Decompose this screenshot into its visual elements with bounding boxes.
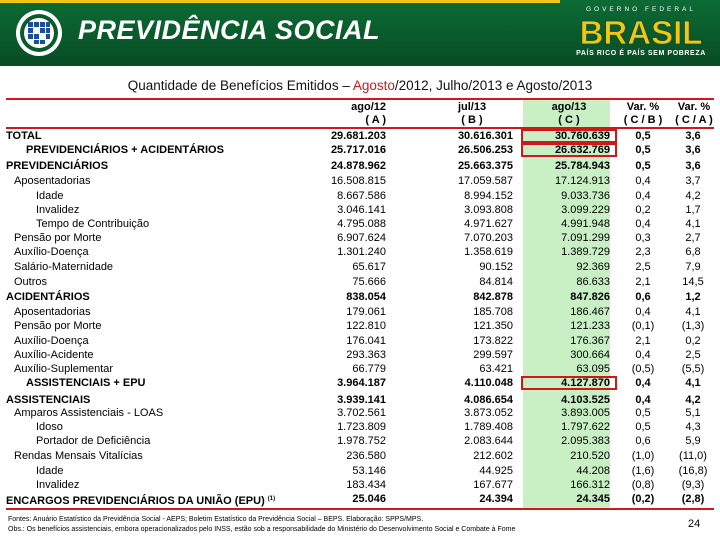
slide-title — [0, 78, 720, 93]
gov-top-text: GOVERNO FEDERAL — [585, 6, 696, 13]
col-header-var-cb: Var. % ( C / B ) — [623, 101, 663, 126]
brasil-word: BRASIL — [579, 15, 703, 49]
footer-notes — [8, 515, 668, 535]
table-row: Amparos Assistenciais - LOAS 3.702.561 3.873.052 3.893.005 0,5 5,1 — [14, 407, 701, 419]
table-row: Aposentadorias 179.061 185.708 186.467 0,4 4,1 — [14, 306, 701, 318]
previdencia-logo-icon — [14, 8, 64, 58]
brand-title: PREVIDÊNCIA SOCIAL — [78, 15, 381, 45]
table-row: Idoso 1.723.809 1.789.408 1.797.622 0,5 4,3 — [36, 421, 701, 433]
title-part2: /2012, Julho/2013 e Agosto/2013 — [394, 78, 593, 93]
col-header-b: jul/13 ( B ) — [457, 101, 487, 126]
table-row: Idade 53.146 44.925 44.208 (1,6) (16,8) — [36, 465, 708, 477]
table-row: ASSISTENCIAIS 3.939.141 4.086.654 4.103.525 0,4 4,2 — [6, 394, 701, 406]
table-row: Portador de Deficiência 1.978.752 2.083.644 2.095.383 0,6 5,9 — [36, 435, 701, 447]
table-row: Salário-Maternidade 65.617 90.152 92.369 2,5 7,9 — [14, 261, 701, 273]
table-row: TOTAL 29.681.203 30.616.301 30.760.639 0,5 3,6 — [6, 130, 701, 142]
highlight-box-prev-acid — [521, 143, 617, 157]
title-highlight: Agosto — [352, 78, 395, 93]
table-row: Idade 8.667.586 8.994.152 9.033.736 0,4 4,2 — [36, 190, 701, 202]
gov-slogan: PAÍS RICO É PAÍS SEM POBREZA — [576, 50, 706, 57]
table-row: Auxílio-Doença 1.301.240 1.358.619 1.389.729 2,3 6,8 — [14, 246, 701, 258]
col-header-a: ago/12 ( A ) — [351, 101, 386, 126]
footer-sources: Fontes: Anuário Estatístico da Previdência Social - AEPS; Boletim Estatístico da Previdência Social – BEPS. Elaboração: SPPS/MPS. — [8, 516, 424, 523]
banner-stripe — [0, 0, 560, 3]
highlight-box-total — [521, 129, 617, 143]
table-row: Pensão por Morte 6.907.624 7.070.203 7.091.299 0,3 2,7 — [14, 232, 701, 244]
page-number: 24 — [688, 518, 701, 530]
table-row: Aposentadorias 16.508.815 17.059.587 17.124.913 0,4 3,7 — [14, 175, 701, 187]
table-row: Invalidez 3.046.141 3.093.808 3.099.229 0,2 1,7 — [36, 204, 701, 216]
col-header-c: ago/13 ( C ) — [551, 101, 587, 126]
title-part1: Quantidade de Benefícios Emitidos – — [127, 78, 353, 93]
table-row: Tempo de Contribuição 4.795.088 4.971.627 4.991.948 0,4 4,1 — [36, 218, 701, 230]
brasil-wordmark — [568, 15, 714, 49]
table-top-rule — [6, 98, 714, 100]
table-bottom-rule — [6, 508, 714, 510]
table-row: PREVIDENCIÁRIOS 24.878.962 25.663.375 25.784.943 0,5 3,6 — [6, 160, 701, 172]
table-row: PREVIDENCIÁRIOS + ACIDENTÁRIOS 25.717.016 26.506.253 26.632.769 0,5 3,6 — [26, 143, 701, 156]
table-row: Auxílio-Acidente 293.363 299.597 300.664 0,4 2,5 — [14, 349, 701, 361]
highlight-box-assist-epu — [521, 376, 617, 390]
table-row: ACIDENTÁRIOS 838.054 842.878 847.826 0,6 1,2 — [6, 291, 701, 303]
table-row: Invalidez 183.434 167.677 166.312 (0,8) (9,3) — [36, 479, 705, 491]
table-row: Outros 75.666 84.814 86.633 2,1 14,5 — [14, 276, 704, 288]
table-row: Pensão por Morte 122.810 121.350 121.233 (0,1) (1,3) — [14, 320, 705, 332]
table-row: Auxílio-Suplementar 66.779 63.421 63.095 (0,5) (5,5) — [14, 363, 705, 375]
table-row: ENCARGOS PREVIDENCIÁRIOS DA UNIÃO (EPU) $^{(1)}$ 25.046 24.394 24.345 (0,2) (2,8) — [6, 493, 705, 507]
col-header-var-ca: Var. % ( C / A ) — [675, 101, 713, 126]
header-banner — [0, 0, 720, 66]
table-row: Rendas Mensais Vitalícias 236.580 212.602 210.520 (1,0) (11,0) — [14, 450, 707, 462]
governo-federal-logo — [568, 6, 714, 62]
table-row: ASSISTENCIAIS + EPU 3.964.187 4.110.048 4.127.870 0,4 4,1 — [26, 377, 701, 389]
footer-obs: Obs.: Os benefícios assistenciais, embora operacionalizados pelo INSS, estão sob a responsabilidade do Ministério do Desenvolvimento Social e Combate à Fome — [8, 526, 516, 533]
table-row: Auxílio-Doença 176.041 173.822 176.367 2,1 0,2 — [14, 335, 701, 347]
